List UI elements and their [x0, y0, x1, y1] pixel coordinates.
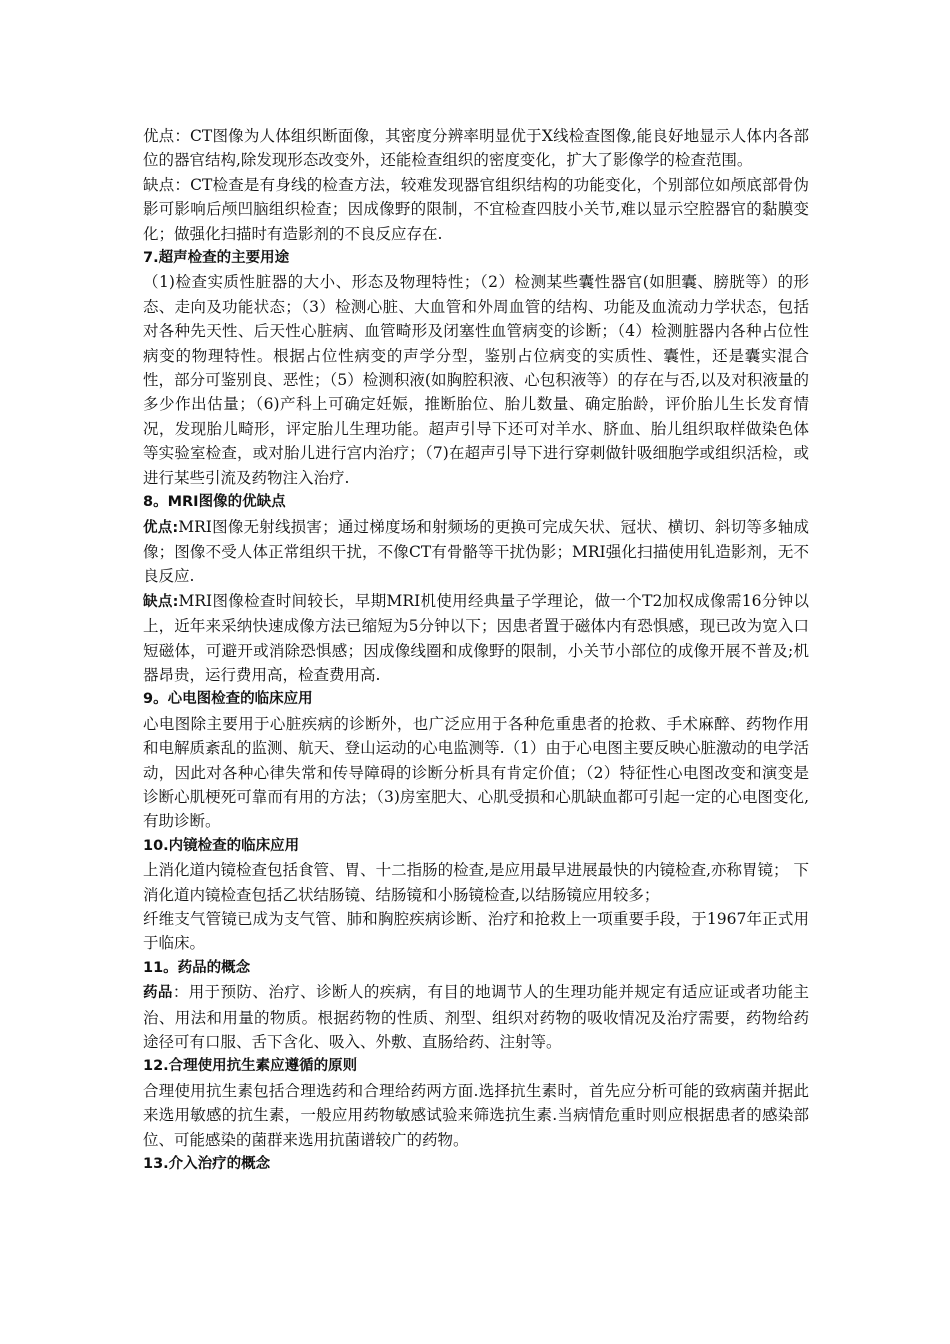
ct-cons-paragraph: 缺点：CT检查是有身线的检查方法，较难发现器官组织结构的功能变化，个别部位如颅底部骨伪影可影响后颅凹脑组织检查；因成像野的限制，不宜检查四肢小关节,难以显示空腔器官的黏膜变化；做强化扫描时有造影剂的不良反应存在.	[143, 175, 809, 243]
section-10-heading: 10.内镜检查的临床应用	[143, 837, 300, 854]
section-10-paragraph-1: 上消化道内镜检查包括食管、胃、十二指肠的检查,是应用最早进展最快的内镜检查,亦称胃镜； 下消化道内镜检查包括乙状结肠镜、结肠镜和小肠镜检查,以结肠镜应用较多；	[143, 861, 809, 904]
section-10-paragraph-2: 纤维支气管镜已成为支气管、肺和胸腔疾病诊断、治疗和抢救上一项重要手段，于1967年正式用于临床。	[143, 910, 809, 953]
drug-definition: ：用于预防、治疗、诊断人的疾病，有目的地调节人的生理功能并规定有适应证或者功能主治、用法和用量的物质。根据药物的性质、剂型、组织对药物的吸收情况及治疗需要，药物给药途径可有口服、舌下含化、吸入、外敷、直肠给药、注射等。	[143, 983, 810, 1052]
document-page	[143, 124, 809, 1176]
cons-text: MRI图像检查时间较长，早期MRI机使用经典量子学理论，做一个T2加权成像需16分钟以上，近年来采纳快速成像方法已缩短为5分钟以下；因患者置于磁体内有恐惧感，现已改为宽入口短磁体，可避开或消除恐惧感；因成像线圈和成像野的限制，小关节小部位的成像开展不普及;机器昂贵，运行费用高，检查费用高.	[143, 591, 809, 684]
pros-label: 优点:	[143, 519, 179, 536]
drug-label: 药品	[143, 985, 173, 1002]
section-12-heading: 12.合理使用抗生素应遵循的原则	[143, 1058, 358, 1075]
section-8-heading: 8。MRI图像的优缺点	[143, 494, 286, 511]
ct-pros-paragraph: 优点：CT图像为人体组织断面像，其密度分辨率明显优于X线检查图像,能良好地显示人体内各部位的器官结构,除发现形态改变外，还能检查组织的密度变化，扩大了影像学的检查范围。	[143, 127, 809, 170]
section-11-body	[143, 980, 809, 1054]
cons-label: 缺点:	[143, 593, 179, 610]
section-12-body: 合理使用抗生素包括合理选药和合理给药两方面.选择抗生素时，首先应分析可能的致病菌并据此来选用敏感的抗生素，一般应用药物敏感试验来筛选抗生素.当病情危重时则应根据患者的感染部位、可能感染的菌群来选用抗菌谱较广的药物。	[143, 1081, 809, 1149]
section-7-heading: 7.超声检查的主要用途	[143, 250, 290, 267]
section-13-heading: 13.介入治疗的概念	[143, 1156, 271, 1173]
pros-text: MRI图像无射线损害；通过梯度场和射频场的更换可完成矢状、冠状、横切、斜切等多轴成像；图像不受人体正常组织干扰，不像CT有骨骼等干扰伪影；MRI强化扫描使用钆造影剂，无不良反应.	[143, 517, 809, 586]
section-11-heading: 11。药品的概念	[143, 959, 251, 976]
section-9-heading: 9。心电图检查的临床应用	[143, 691, 313, 708]
section-9-body: 心电图除主要用于心脏疾病的诊断外，也广泛应用于各种危重患者的抢救、手术麻醉、药物作用和电解质紊乱的监测、航天、登山运动的心电监测等.（1）由于心电图主要反映心脏激动的电学活动，因此对各种心律失常和传导障碍的诊断分析具有肯定价值；（2）特征性心电图改变和演变是诊断心肌梗死可靠而有用的方法；（3)房室肥大、心肌受损和心肌缺血都可引起一定的心电图变化,有助诊断。	[143, 714, 809, 831]
section-8-pros	[143, 515, 809, 589]
section-7-body: （1)检查实质性脏器的大小、形态及物理特性；（2）检测某些囊性器官(如胆囊、膀胱等）的形态、走向及功能状态；（3）检测心脏、大血管和外周血管的结构、功能及血流动力学状态，包括对各种先天性、后天性心脏病、血管畸形及闭塞性血管病变的诊断；（4）检测脏器内各种占位性病变的物理特性。根据占位性病变的声学分型，鉴别占位病变的实质性、囊性，还是囊实混合性，部分可鉴别良、恶性；（5）检测积液(如胸腔积液、心包积液等）的存在与否,以及对积液量的多少作出估量；（6)产科上可确定妊娠，推断胎位、胎儿数量、确定胎龄，评价胎儿生长发育情况，发现胎儿畸形，评定胎儿生理功能。超声引导下还可对羊水、脐血、胎儿组织取样做染色体等实验室检查，或对胎儿进行宫内治疗；（7)在超声引导下进行穿刺做针吸细胞学或组织活检，或进行某些引流及药物注入治疗.	[143, 273, 809, 487]
section-8-cons	[143, 589, 809, 688]
